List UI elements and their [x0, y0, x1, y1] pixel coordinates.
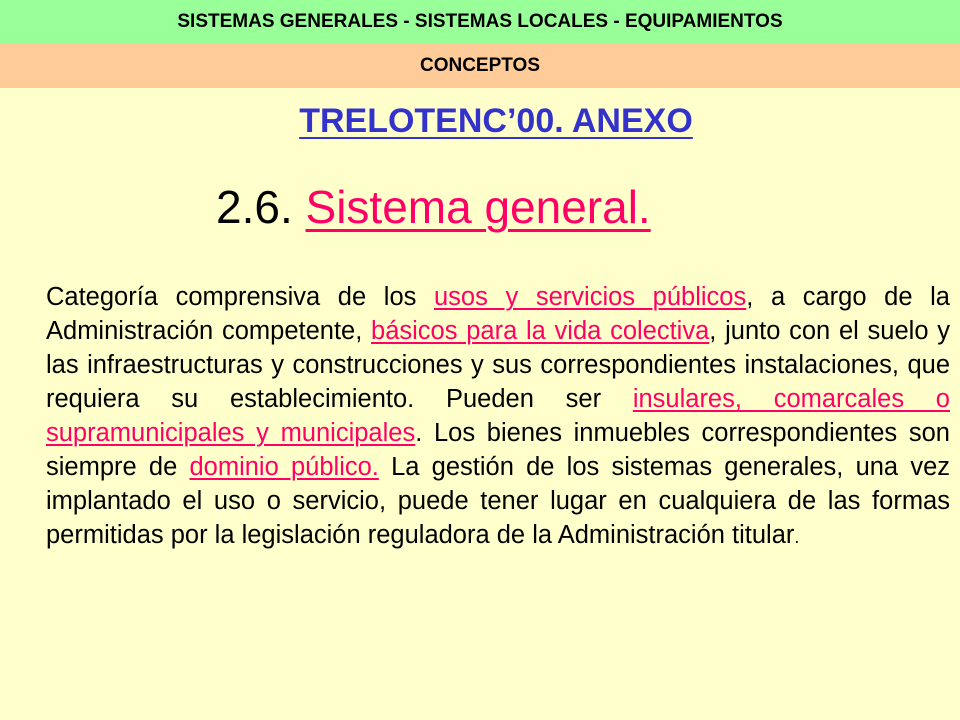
text-run: , a cargo de la Administración competente,: [46, 283, 950, 345]
body-paragraph: [46, 280, 950, 554]
subheader-bar: [0, 44, 960, 88]
section-title: Sistema general.: [305, 181, 651, 233]
highlighted-term: dominio público.: [189, 453, 379, 481]
text-run: Categoría comprensiva de los: [46, 283, 434, 311]
source-title: TRELOTENC’00. ANEXO: [299, 102, 693, 140]
header-subtitle: CONCEPTOS: [419, 55, 540, 76]
header-title: SISTEMAS GENERALES - SISTEMAS LOCALES - EQUIPAMIENTOS: [177, 11, 783, 32]
section-heading: [216, 180, 651, 234]
highlighted-term: usos y servicios públicos: [434, 283, 747, 311]
header-bar: [0, 0, 960, 44]
highlighted-term: insulares, comarcales o supramunicipales y municipales: [46, 385, 950, 447]
highlighted-term: básicos para la vida colectiva: [371, 317, 710, 345]
text-run: La gestión de los sistemas generales, una vez implantado el uso o servicio, puede tener lugar en cualquiera de las formas permitidas por la legislación reguladora de la Administración titular: [46, 453, 951, 549]
text-run: , junto con el suelo y las infraestructuras y construcciones y sus correspondientes instalaciones, que requiera su establecimiento. Pueden ser: [46, 317, 950, 413]
text-run: . Los bienes inmuebles correspondientes son siempre de: [46, 419, 950, 481]
text-run: .: [794, 527, 800, 547]
section-number: 2.6.: [216, 181, 293, 233]
